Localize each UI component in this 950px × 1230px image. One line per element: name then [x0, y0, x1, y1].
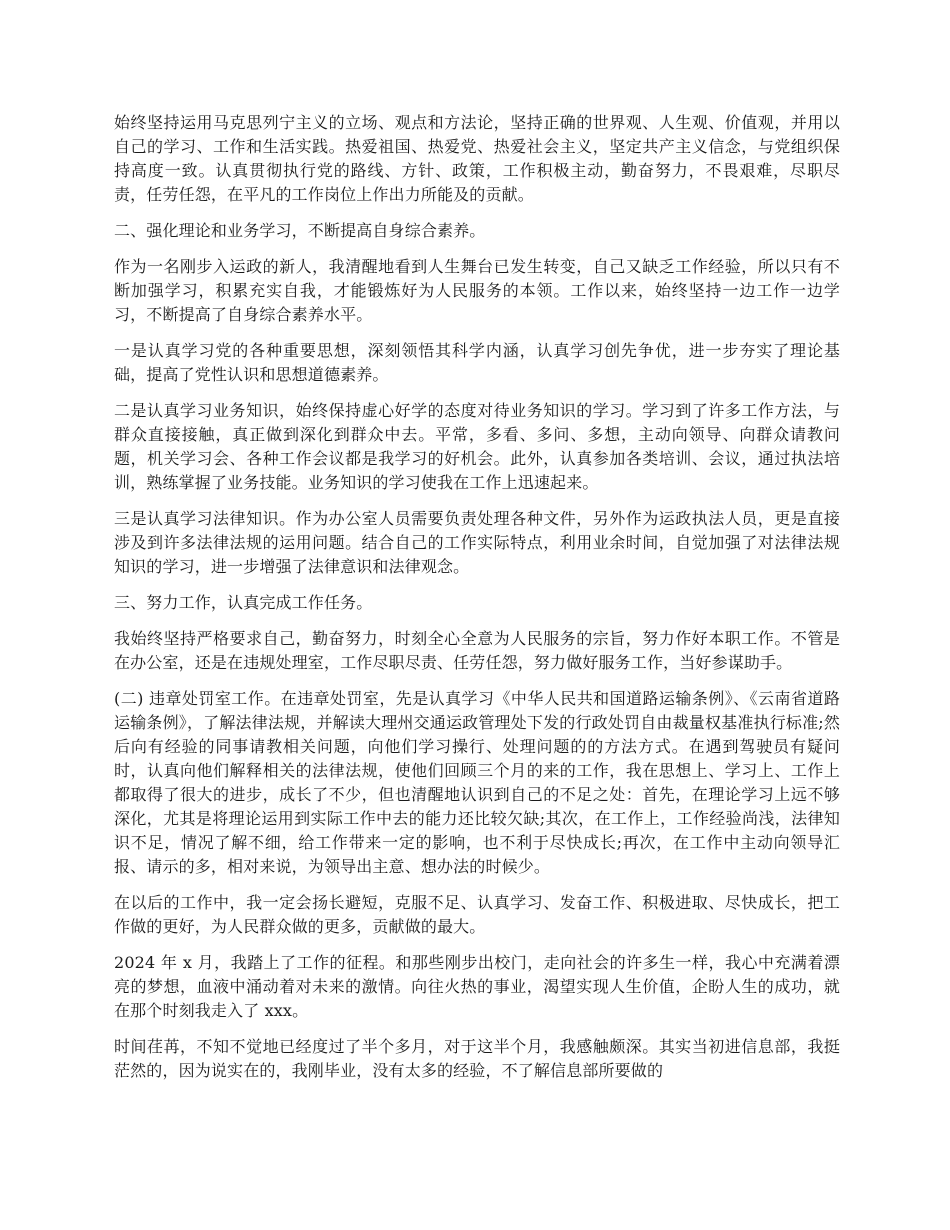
- paragraph-study-party-thought: 一是认真学习党的各种重要思想，深刻领悟其科学内涵，认真学习创先争优，进一步夯实了理论基础，提高了党性认识和思想道德素养。: [114, 341, 840, 384]
- paragraph-study-business: 二是认真学习业务知识，始终保持虚心好学的态度对待业务知识的学习。学习到了许多工作方法，与群众直接接触，真正做到深化到群众中去。平常，多看、多问、多想，主动向领导、向群众请教问题，机关学习会、各种工作会议都是我学习的好机会。此外，认真参加各类培训、会议，通过执法培训，熟练掌握了业务技能。业务知识的学习使我在工作上迅速起来。: [114, 401, 840, 492]
- section-heading-study: 二、强化理论和业务学习，不断提高自身综合素养。: [114, 221, 486, 240]
- paragraph-newcomer-study: 作为一名刚步入运政的新人，我清醒地看到人生舞台已发生转变，自己又缺乏工作经验，所以只有不断加强学习，积累充实自我，才能锻炼好为人民服务的本领。工作以来，始终坚持一边工作一边学习，不断提高了自身综合素养水平。: [114, 257, 840, 324]
- paragraph-violation-office: (二) 违章处罚室工作。在违章处罚室，先是认真学习《中华人民共和国道路运输条例》、《云南省道路运输条例》，了解法律法规，并解读大理州交通运政管理处下发的行政处罚自由裁量权基准执行标准;然后向有经验的同事请教相关问题，向他们学习操行、处理问题的的方法方式。在遇到驾驶员有疑问时，认真向他们解释相关的法律法规，使他们回顾三个月的来的工作，我在思想上、学习上、工作上都取得了很大的进步，成长了不少，但也清醒地认识到自己的不足之处：首先，在理论学习上远不够深化，尤其是将理论运用到实际工作中去的能力还比较欠缺;其次，在工作上，工作经验尚浅，法律知识不足，情况了解不细，给工作带来一定的影响，也不利于尽快成长;再次，在工作中主动向领导汇报、请示的多，相对来说，为领导出主意、想办法的时候少。: [114, 689, 840, 876]
- paragraph-strict-requirements: 我始终坚持严格要求自己，勤奋努力，时刻全心全意为人民服务的宗旨，努力作好本职工作。不管是在办公室，还是在违规处理室，工作尽职尽责、任劳任怨，努力做好服务工作，当好参谋助手。: [114, 629, 840, 672]
- paragraph-study-law: 三是认真学习法律知识。作为办公室人员需要负责处理各种文件，另外作为运政执法人员，更是直接涉及到许多法律法规的运用问题。结合自己的工作实际特点，利用业余时间，自觉加强了对法律法规知识的学习，进一步增强了法律意识和法律观念。: [114, 509, 840, 576]
- paragraph-future-work: 在以后的工作中，我一定会扬长避短，克服不足、认真学习、发奋工作、积极进取、尽快成长，把工作做的更好，为人民群众做的更多，贡献做的最大。: [114, 893, 840, 936]
- paragraph-political-stance: 始终坚持运用马克思列宁主义的立场、观点和方法论，坚持正确的世界观、人生观、价值观，并用以自己的学习、工作和生活实践。热爱祖国、热爱党、热爱社会主义，坚定共产主义信念，与党组织保持高度一致。认真贯彻执行党的路线、方针、政策，工作积极主动，勤奋努力，不畏艰难，尽职尽责，任劳任怨，在平凡的工作岗位上作出力所能及的贡献。: [114, 113, 840, 204]
- paragraph-start-journey: 2024 年 x 月，我踏上了工作的征程。和那些刚步出校门，走向社会的许多生一样，我心中充满着漂亮的梦想，血液中涌动着对未来的激情。向往火热的事业，渴望实现人生价值，企盼人生的成功，就在那个时刻我走入了 xxx。: [114, 953, 840, 1020]
- section-heading-work: 三、努力工作，认真完成工作任务。: [114, 593, 373, 612]
- paragraph-half-month: 时间荏苒，不知不觉地已经度过了半个多月，对于这半个月，我感触颇深。其实当初进信息部，我挺茫然的，因为说实在的，我刚毕业，没有太多的经验，不了解信息部所要做的: [114, 1037, 840, 1080]
- document-body: [114, 111, 840, 1095]
